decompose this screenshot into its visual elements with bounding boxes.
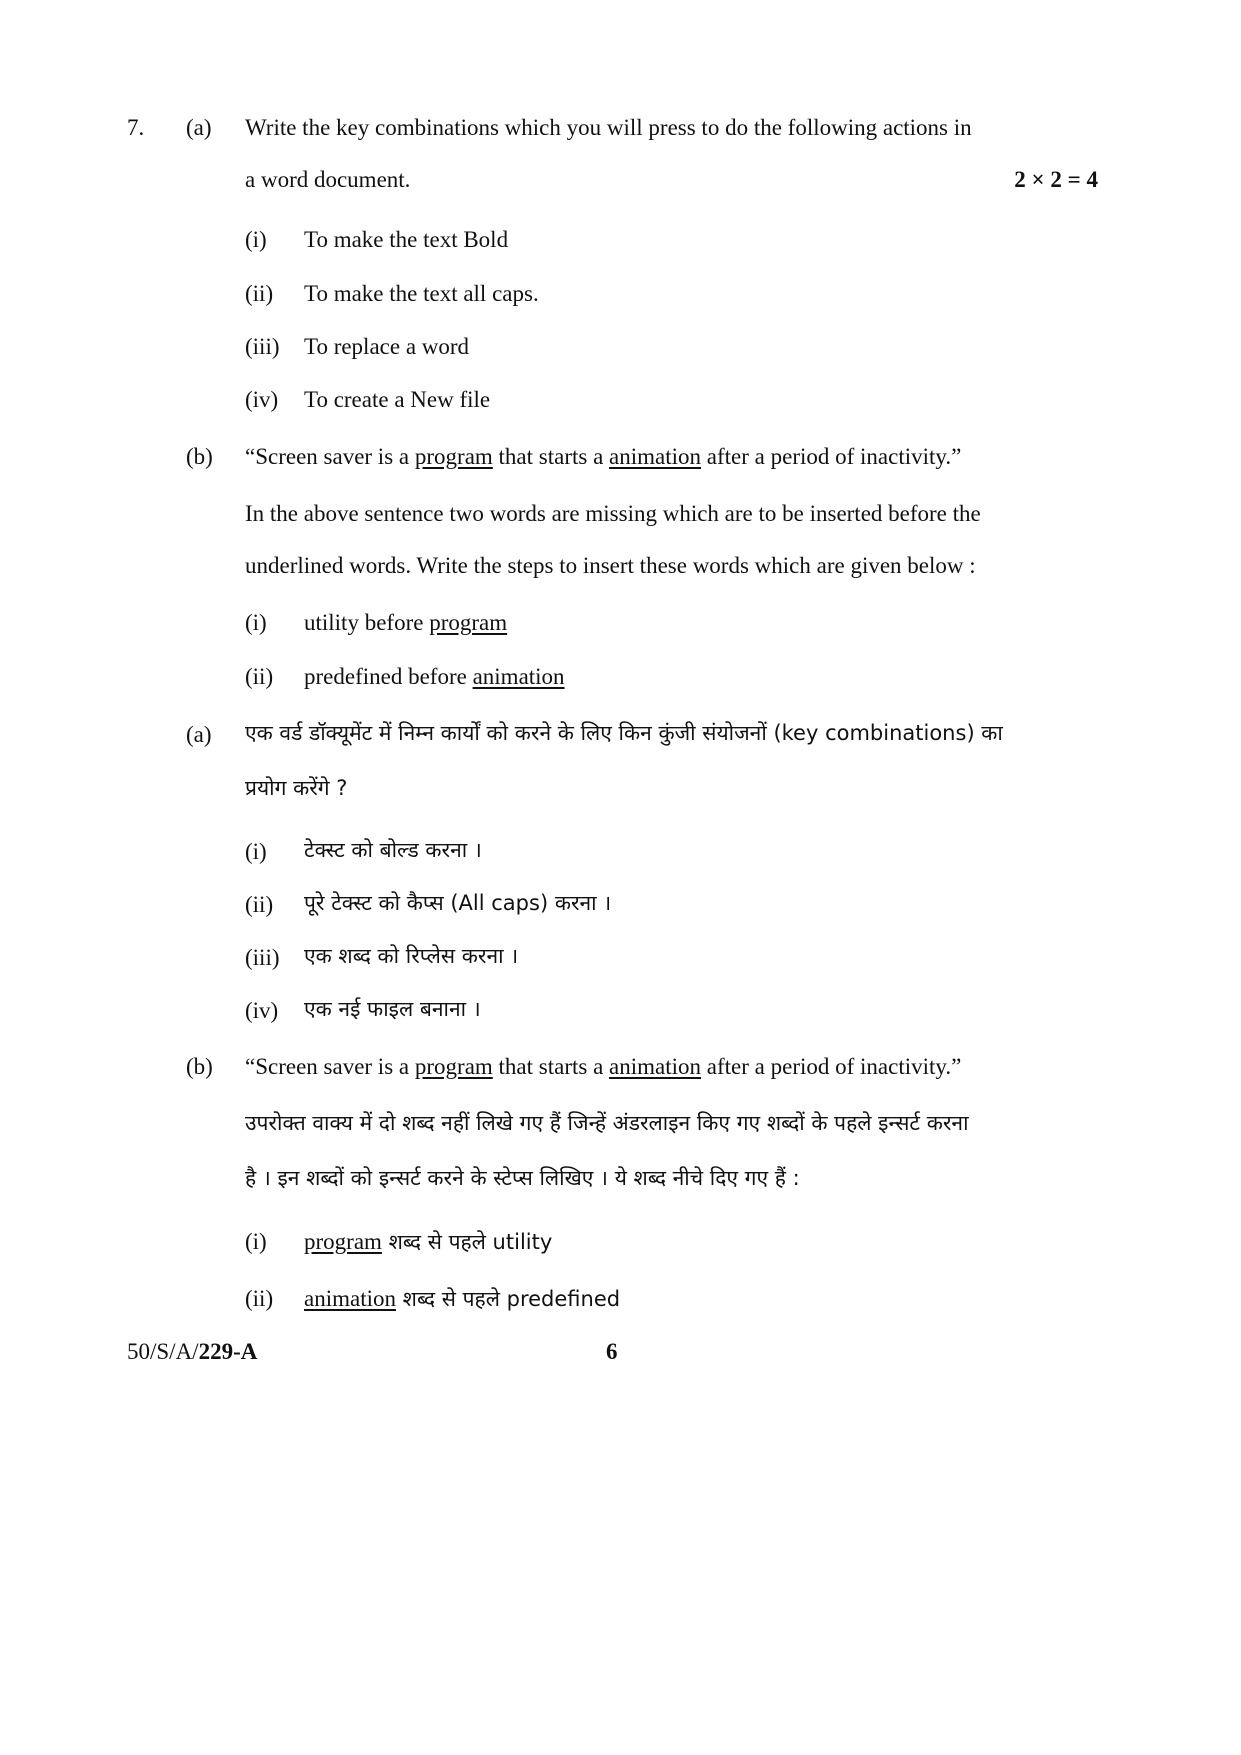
part-b-quote bbox=[245, 445, 961, 468]
item-post: शब्द से पहले predefined bbox=[395, 1287, 621, 1311]
part-b-hi-line3: है । इन शब्दों को इन्सर्ट करने के स्टेप्स लिखिए । ये शब्द नीचे दिए गए हैं : bbox=[245, 1166, 800, 1190]
part-b-hi-item-num: (i) bbox=[245, 1229, 267, 1254]
quote-text: that starts a bbox=[492, 444, 610, 469]
part-a-hi-item-num: (iv) bbox=[245, 998, 279, 1023]
part-a-hi-item-num: (ii) bbox=[245, 892, 274, 917]
underlined-word: animation bbox=[304, 1286, 396, 1311]
part-a-item-text: To make the text all caps. bbox=[304, 281, 539, 306]
underlined-word: animation bbox=[609, 1054, 702, 1079]
part-b-item-num: (i) bbox=[245, 610, 267, 635]
part-a-hi-line2: प्रयोग करेंगे ? bbox=[245, 776, 348, 800]
part-a-item-num: (iii) bbox=[245, 334, 280, 359]
underlined-word: program bbox=[414, 444, 493, 469]
part-b-line2: In the above sentence two words are missing which are to be inserted before the bbox=[245, 501, 981, 526]
quote-text: “Screen saver is a bbox=[245, 1054, 415, 1079]
quote-text: that starts a bbox=[492, 1054, 610, 1079]
part-b-line3: underlined words. Write the steps to insert these words which are given below : bbox=[245, 553, 976, 578]
part-a-hi-item-text: एक नई फाइल बनाना । bbox=[304, 997, 481, 1021]
part-a-hi-item-text: एक शब्द को रिप्लेस करना । bbox=[304, 944, 519, 968]
underlined-word: program bbox=[429, 610, 508, 635]
part-a-hi-item-num: (iii) bbox=[245, 945, 280, 970]
paper-code-prefix: 50/S/A/ bbox=[127, 1339, 199, 1364]
part-a-item-num: (ii) bbox=[245, 281, 274, 306]
page-number: 6 bbox=[606, 1339, 618, 1364]
part-b-hi-item-num: (ii) bbox=[245, 1286, 274, 1311]
item-pre: predefined before bbox=[304, 664, 473, 689]
item-pre: utility before bbox=[304, 610, 430, 635]
item-post: शब्द से पहले utility bbox=[381, 1230, 553, 1254]
underlined-word: animation bbox=[609, 444, 702, 469]
part-a-hi-item-text: पूरे टेक्स्ट को कैप्स (All caps) करना । bbox=[304, 891, 612, 915]
underlined-word: program bbox=[304, 1229, 382, 1254]
part-b-hi-item-text bbox=[304, 1230, 552, 1253]
part-a-hi-label: (a) bbox=[186, 722, 212, 747]
part-a-hi-item-text: टेक्स्ट को बोल्ड करना । bbox=[304, 838, 482, 862]
part-b-hi-label: (b) bbox=[186, 1054, 213, 1079]
part-a-line2: a word document. bbox=[245, 167, 411, 192]
part-a-line1: Write the key combinations which you will press to do the following actions in bbox=[245, 115, 972, 140]
part-b-hi-line2: उपरोक्त वाक्य में दो शब्द नहीं लिखे गए हैं जिन्हें अंडरलाइन किए गए शब्दों के पहले इन्सर्ट करना bbox=[245, 1111, 969, 1135]
paper-code bbox=[127, 1340, 257, 1363]
part-a-item-num: (iv) bbox=[245, 387, 279, 412]
part-a-hi-item-num: (i) bbox=[245, 839, 267, 864]
part-a-item-text: To replace a word bbox=[304, 334, 470, 359]
quote-text: after a period of inactivity.” bbox=[701, 444, 962, 469]
part-b-item-text bbox=[304, 665, 565, 688]
marks-allocation: 2 × 2 = 4 bbox=[1014, 167, 1098, 192]
paper-code-bold: 229-A bbox=[198, 1339, 258, 1364]
quote-text: after a period of inactivity.” bbox=[701, 1054, 962, 1079]
underlined-word: animation bbox=[472, 664, 565, 689]
part-b-hi-item-text bbox=[304, 1287, 620, 1310]
part-b-item-num: (ii) bbox=[245, 664, 274, 689]
part-a-label: (a) bbox=[186, 115, 212, 140]
part-a-hi-line1: एक वर्ड डॉक्यूमेंट में निम्न कार्यों को करने के लिए किन कुंजी संयोजनों (key combinations) का bbox=[245, 721, 1003, 745]
part-b-label: (b) bbox=[186, 444, 213, 469]
part-b-hi-quote bbox=[245, 1055, 961, 1078]
part-a-item-text: To make the text Bold bbox=[304, 227, 509, 252]
part-a-item-num: (i) bbox=[245, 227, 267, 252]
underlined-word: program bbox=[414, 1054, 493, 1079]
part-a-item-text: To create a New file bbox=[304, 387, 491, 412]
question-number: 7. bbox=[127, 115, 145, 140]
part-b-item-text bbox=[304, 611, 507, 634]
quote-text: “Screen saver is a bbox=[245, 444, 415, 469]
